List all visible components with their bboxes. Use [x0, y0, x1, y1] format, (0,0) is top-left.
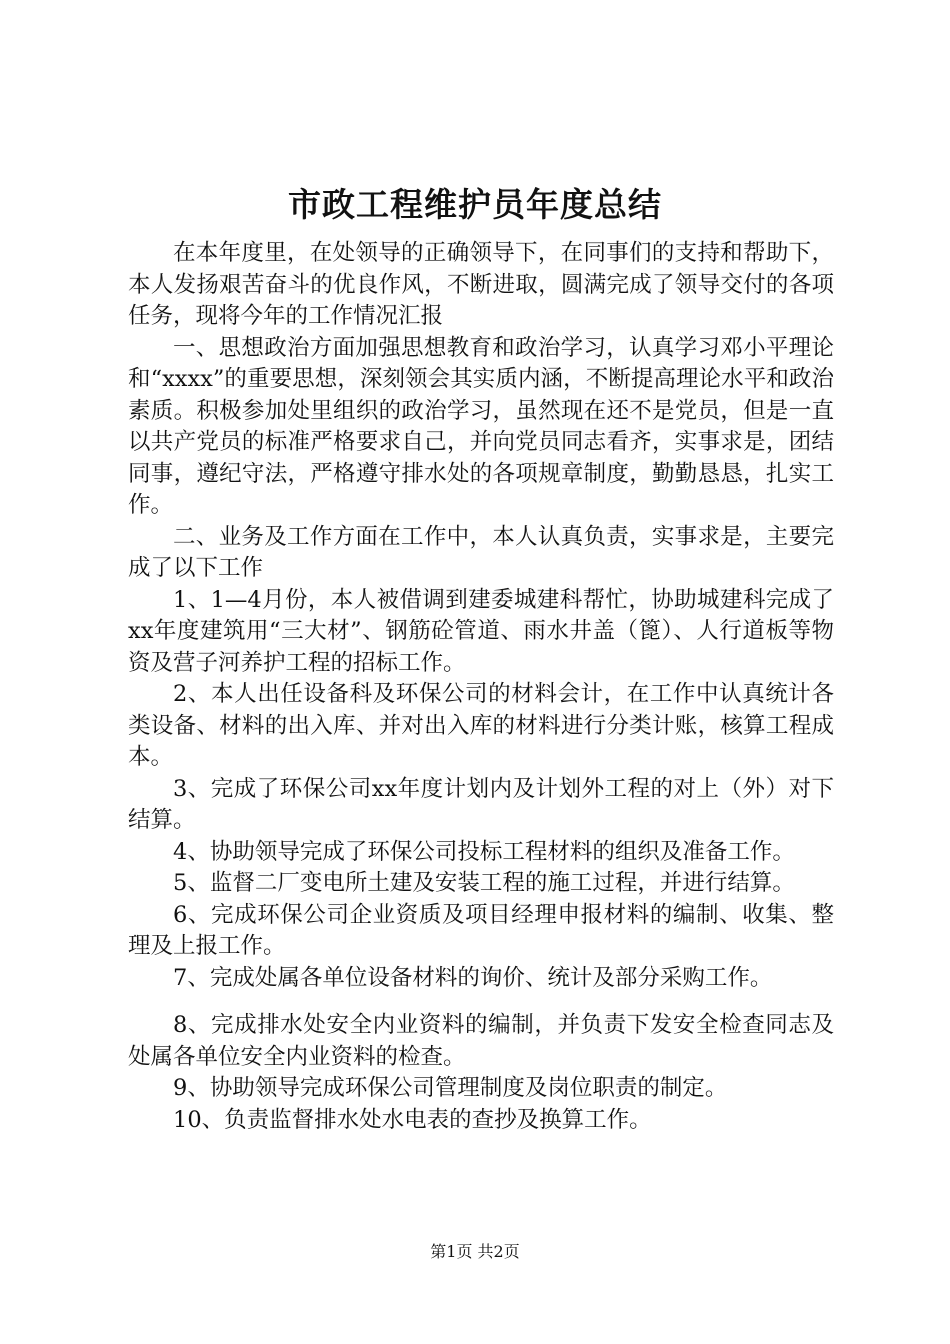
paragraph-item-3: 3、完成了环保公司xx年度计划内及计划外工程的对上（外）对下结算。: [128, 775, 834, 833]
document-title: 市政工程维护员年度总结: [288, 185, 662, 224]
paragraph-item-9: 9、协助领导完成环保公司管理制度及岗位职责的制定。: [173, 1075, 728, 1101]
paragraph-item-6: 6、完成环保公司企业资质及项目经理申报材料的编制、收集、整理及上报工作。: [128, 901, 834, 959]
paragraph-item-8: 8、完成排水处安全内业资料的编制，并负责下发安全检查同志及处属各单位安全内业资料的检查。: [128, 1012, 834, 1070]
paragraph-item-7: 7、完成处属各单位设备材料的询价、统计及部分采购工作。: [173, 964, 773, 991]
paragraph-item-5: 5、监督二厂变电所土建及安装工程的施工过程，并进行结算。: [173, 870, 795, 896]
paragraph-item-4: 4、协助领导完成了环保公司投标工程材料的组织及准备工作。: [173, 838, 795, 865]
page-footer: 第1页 共2页: [430, 1242, 520, 1261]
document-body: [128, 238, 834, 1136]
paragraph-intro: 在本年度里，在处领导的正确领导下，在同事们的支持和帮助下，本人发扬艰苦奋斗的优良作风，不断进取，圆满完成了领导交付的各项任务，现将今年的工作情况汇报: [128, 240, 834, 329]
paragraph-political: 一、思想政治方面加强思想教育和政治学习，认真学习邓小平理论和“xxxx”的重要思想，深刻领会其实质内涵，不断提高理论水平和政治素质。积极参加处里组织的政治学习，虽然现在还不是党员，但是一直以共产党员的标准严格要求自己，并向党员同志看齐，实事求是，团结同事，遵纪守法，严格遵守排水处的各项规章制度，勤勤恳恳，扎实工作。: [128, 334, 834, 518]
paragraph-business: 二、业务及工作方面在工作中，本人认真负责，实事求是，主要完成了以下工作: [128, 523, 834, 581]
paragraph-item-2: 2、本人出任设备科及环保公司的材料会计，在工作中认真统计各类设备、材料的出入库、并对出入库的材料进行分类计账，核算工程成本。: [128, 681, 834, 770]
paragraph-item-10: 10、负责监督排水处水电表的查抄及换算工作。: [173, 1106, 652, 1133]
paragraph-item-1: 1、1—4月份，本人被借调到建委城建科帮忙，协助城建科完成了xx年度建筑用“三大材”、钢筋砼管道、雨水井盖（篦）、人行道板等物资及营子河养护工程的招标工作。: [128, 586, 834, 676]
